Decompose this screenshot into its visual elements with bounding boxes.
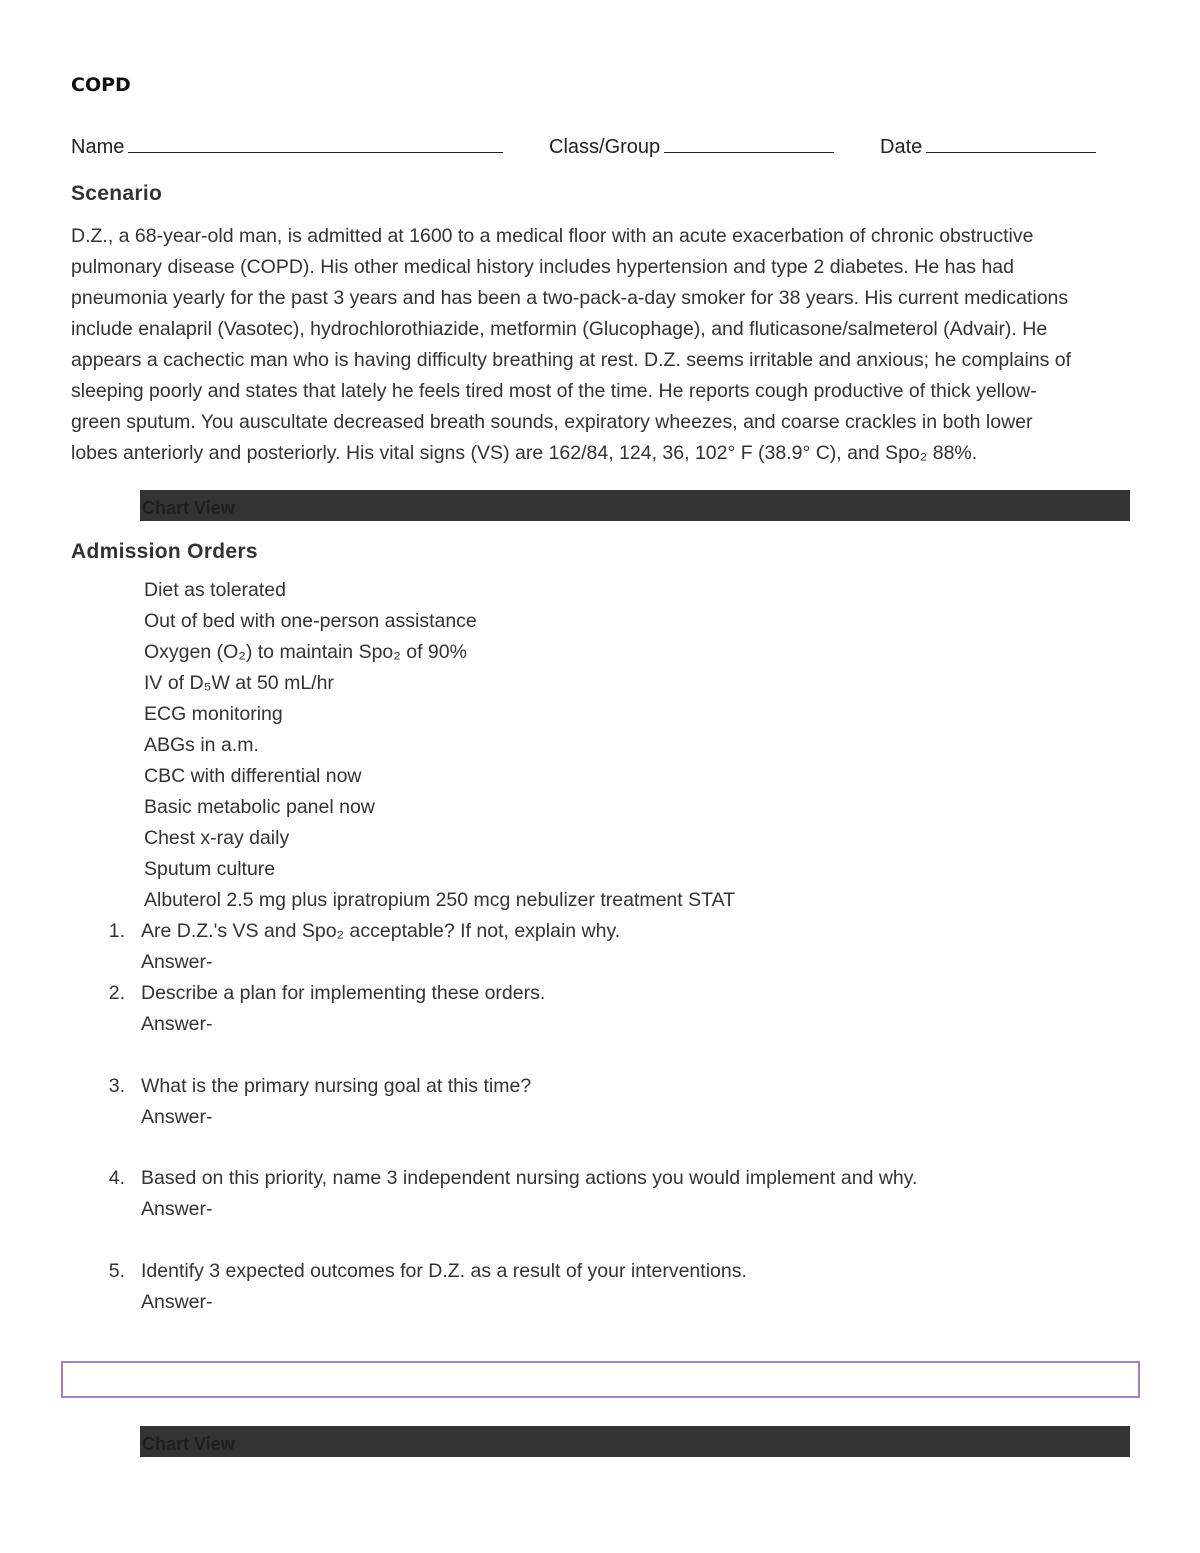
admission-orders-list [144,575,735,916]
order-item: Sputum culture [144,858,276,880]
question-number: 1. [108,920,125,942]
scenario-line: D.Z., a 68-year-old man, is admitted at 1600 to a medical floor with an acute exacerbation of chronic obstructive [71,225,1034,247]
answer-field[interactable]: Answer- [141,1291,213,1313]
scenario-line: pulmonary disease (COPD). His other medical history includes hypertension and type 2 diabetes. He has had [71,256,1014,278]
question-text: Based on this priority, name 3 independent nursing actions you would implement and why. [141,1167,918,1189]
order-item: ECG monitoring [144,703,283,725]
order-item: IV of D₅W at 50 mL/hr [144,672,334,694]
name-label: Name [71,136,125,158]
chart-view-label: Chart View [142,1434,235,1454]
scenario-paragraph [71,221,1136,469]
content-placeholder-box[interactable] [61,1361,1140,1398]
question-text: What is the primary nursing goal at this time? [141,1075,532,1097]
question-text: Identify 3 expected outcomes for D.Z. as a result of your interventions. [141,1260,747,1282]
document-title: COPD [71,74,131,96]
question-number: 4. [108,1167,125,1189]
name-field[interactable] [71,134,503,159]
admission-orders-heading: Admission Orders [71,540,258,563]
order-item: Out of bed with one-person assistance [144,610,477,632]
class-group-blank-line[interactable] [664,134,834,153]
scenario-line: green sputum. You auscultate decreased breath sounds, expiratory wheezes, and coarse crackles in both lower [71,411,1033,433]
order-item: Chest x-ray daily [144,827,290,849]
question-number: 3. [108,1075,125,1097]
order-item: ABGs in a.m. [144,734,259,756]
order-item: Basic metabolic panel now [144,796,375,818]
chart-view-bar[interactable] [140,490,1130,521]
answer-field[interactable]: Answer- [141,1198,213,1220]
answer-field[interactable]: Answer- [141,1106,213,1128]
question-number: 5. [108,1260,125,1282]
scenario-line: sleeping poorly and states that lately he feels tired most of the time. He reports cough productive of thick yellow- [71,380,1037,402]
class-group-label: Class/Group [549,136,661,158]
order-item: CBC with differential now [144,765,362,787]
answer-field[interactable]: Answer- [141,1013,213,1035]
scenario-line: pneumonia yearly for the past 3 years and has been a two-pack-a-day smoker for 38 years. His current medications [71,287,1069,309]
question-number: 2. [108,982,125,1004]
scenario-heading: Scenario [71,182,163,205]
date-label: Date [880,136,923,158]
date-blank-line[interactable] [926,134,1096,153]
name-blank-line[interactable] [128,134,503,153]
answer-field[interactable]: Answer- [141,951,213,973]
scenario-line: include enalapril (Vasotec), hydrochlorothiazide, metformin (Glucophage), and fluticasone/salmeterol (Advair). He [71,318,1048,340]
date-field[interactable] [880,134,1096,159]
order-item: Oxygen (O₂) to maintain Spo₂ of 90% [144,641,467,663]
chart-view-label: Chart View [142,498,235,518]
order-item: Diet as tolerated [144,579,286,601]
class-group-field[interactable] [549,134,834,159]
question-text: Are D.Z.'s VS and Spo₂ acceptable? If not, explain why. [141,920,621,942]
question-text: Describe a plan for implementing these orders. [141,982,546,1004]
header-fields [71,134,1131,162]
scenario-line: appears a cachectic man who is having difficulty breathing at rest. D.Z. seems irritable and anxious; he complains of [71,349,1072,371]
chart-view-bar[interactable] [140,1426,1130,1457]
order-item: Albuterol 2.5 mg plus ipratropium 250 mcg nebulizer treatment STAT [144,889,736,911]
scenario-line: lobes anteriorly and posteriorly. His vital signs (VS) are 162/84, 124, 36, 102° F (38.9° C), and Spo₂ 88%. [71,442,978,464]
